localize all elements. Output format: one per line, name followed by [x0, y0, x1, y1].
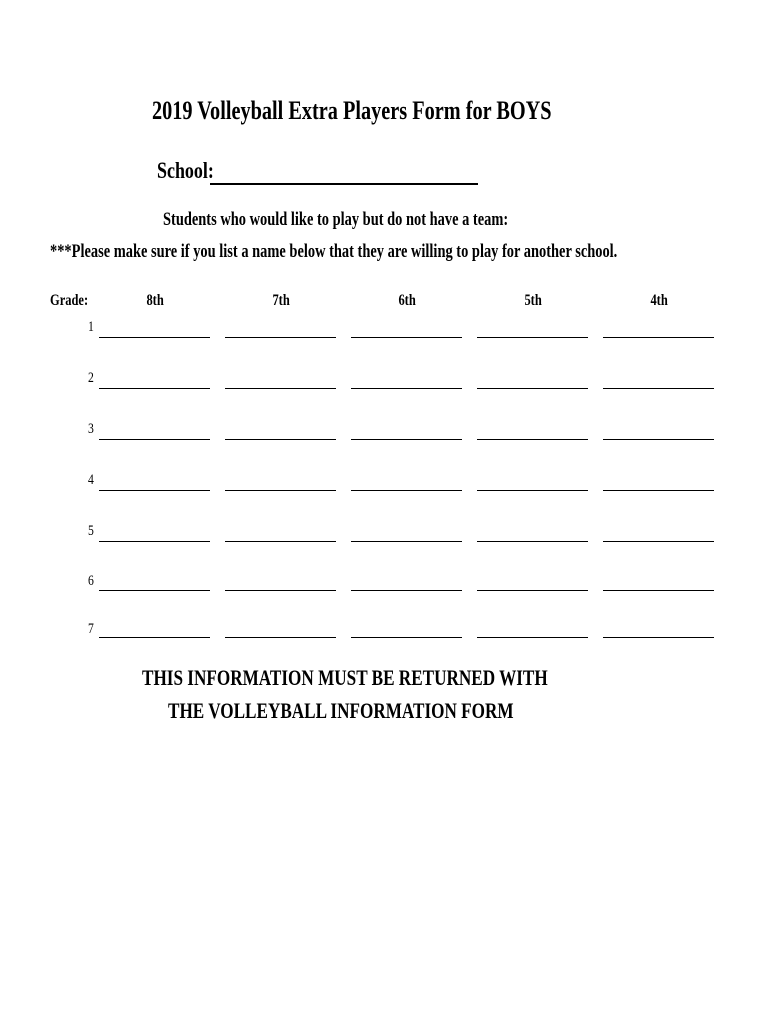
row-number: [88, 317, 96, 337]
name-field-4th[interactable]: [603, 490, 714, 491]
name-field-6th[interactable]: [351, 637, 462, 638]
name-field-6th[interactable]: [351, 490, 462, 491]
grade-header-8th: [100, 290, 210, 312]
grade-header-text: 4th: [650, 292, 668, 309]
name-field-6th[interactable]: [351, 439, 462, 440]
school-label-text: School:: [157, 158, 214, 183]
name-field-4th[interactable]: [603, 337, 714, 338]
name-field-7th[interactable]: [225, 337, 336, 338]
footer-notice-line-2: [168, 697, 611, 725]
footer-notice-line-2-text: THE VOLLEYBALL INFORMATION FORM: [168, 698, 514, 723]
name-field-6th[interactable]: [351, 590, 462, 591]
name-field-7th[interactable]: [225, 637, 336, 638]
footer-notice-line-1-text: THIS INFORMATION MUST BE RETURNED WITH: [142, 665, 548, 690]
name-field-8th[interactable]: [99, 637, 210, 638]
name-field-5th[interactable]: [477, 490, 588, 491]
name-field-4th[interactable]: [603, 590, 714, 591]
grade-header-6th: [352, 290, 462, 312]
name-field-5th[interactable]: [477, 637, 588, 638]
school-name-field[interactable]: [210, 183, 478, 185]
row-number-text: 2: [88, 370, 94, 386]
name-field-4th[interactable]: [603, 637, 714, 638]
name-field-7th[interactable]: [225, 439, 336, 440]
name-field-5th[interactable]: [477, 388, 588, 389]
row-number-text: 1: [88, 319, 94, 335]
grade-label: [50, 290, 99, 312]
name-field-7th[interactable]: [225, 388, 336, 389]
row-number: [88, 619, 96, 639]
instructions-line-2: [50, 240, 770, 264]
row-number-text: 5: [88, 523, 94, 539]
instructions-line-1: [163, 208, 606, 232]
name-field-6th[interactable]: [351, 337, 462, 338]
school-label: [157, 156, 230, 186]
name-field-7th[interactable]: [225, 590, 336, 591]
row-number: [88, 419, 96, 439]
footer-notice-line-1: [142, 664, 662, 692]
grade-header-text: 5th: [524, 292, 542, 309]
name-field-4th[interactable]: [603, 388, 714, 389]
name-field-6th[interactable]: [351, 541, 462, 542]
grade-header-5th: [478, 290, 588, 312]
form-title: [152, 95, 664, 127]
name-field-8th[interactable]: [99, 590, 210, 591]
grade-header-4th: [604, 290, 714, 312]
row-number-text: 6: [88, 573, 94, 589]
row-number: [88, 521, 96, 541]
name-field-7th[interactable]: [225, 490, 336, 491]
row-number-text: 7: [88, 621, 94, 637]
name-field-6th[interactable]: [351, 388, 462, 389]
name-field-8th[interactable]: [99, 439, 210, 440]
row-number: [88, 571, 96, 591]
grade-header-text: 6th: [398, 292, 416, 309]
name-field-8th[interactable]: [99, 490, 210, 491]
name-field-7th[interactable]: [225, 541, 336, 542]
name-field-8th[interactable]: [99, 541, 210, 542]
grade-header-text: 7th: [272, 292, 290, 309]
name-field-5th[interactable]: [477, 541, 588, 542]
row-number: [88, 470, 96, 490]
name-field-8th[interactable]: [99, 337, 210, 338]
grade-header-text: 8th: [146, 292, 164, 309]
grade-header-7th: [226, 290, 336, 312]
row-number: [88, 368, 96, 388]
name-field-5th[interactable]: [477, 590, 588, 591]
grade-label-text: Grade:: [50, 292, 89, 309]
name-field-5th[interactable]: [477, 337, 588, 338]
name-field-8th[interactable]: [99, 388, 210, 389]
form-title-text: 2019 Volleyball Extra Players Form for BOYS: [152, 96, 552, 125]
name-field-4th[interactable]: [603, 439, 714, 440]
instructions-line-2-text: ***Please make sure if you list a name below that they are willing to play for another school.: [50, 242, 618, 262]
name-field-4th[interactable]: [603, 541, 714, 542]
instructions-line-1-text: Students who would like to play but do not have a team:: [163, 210, 509, 230]
name-field-5th[interactable]: [477, 439, 588, 440]
row-number-text: 3: [88, 421, 94, 437]
row-number-text: 4: [88, 472, 94, 488]
